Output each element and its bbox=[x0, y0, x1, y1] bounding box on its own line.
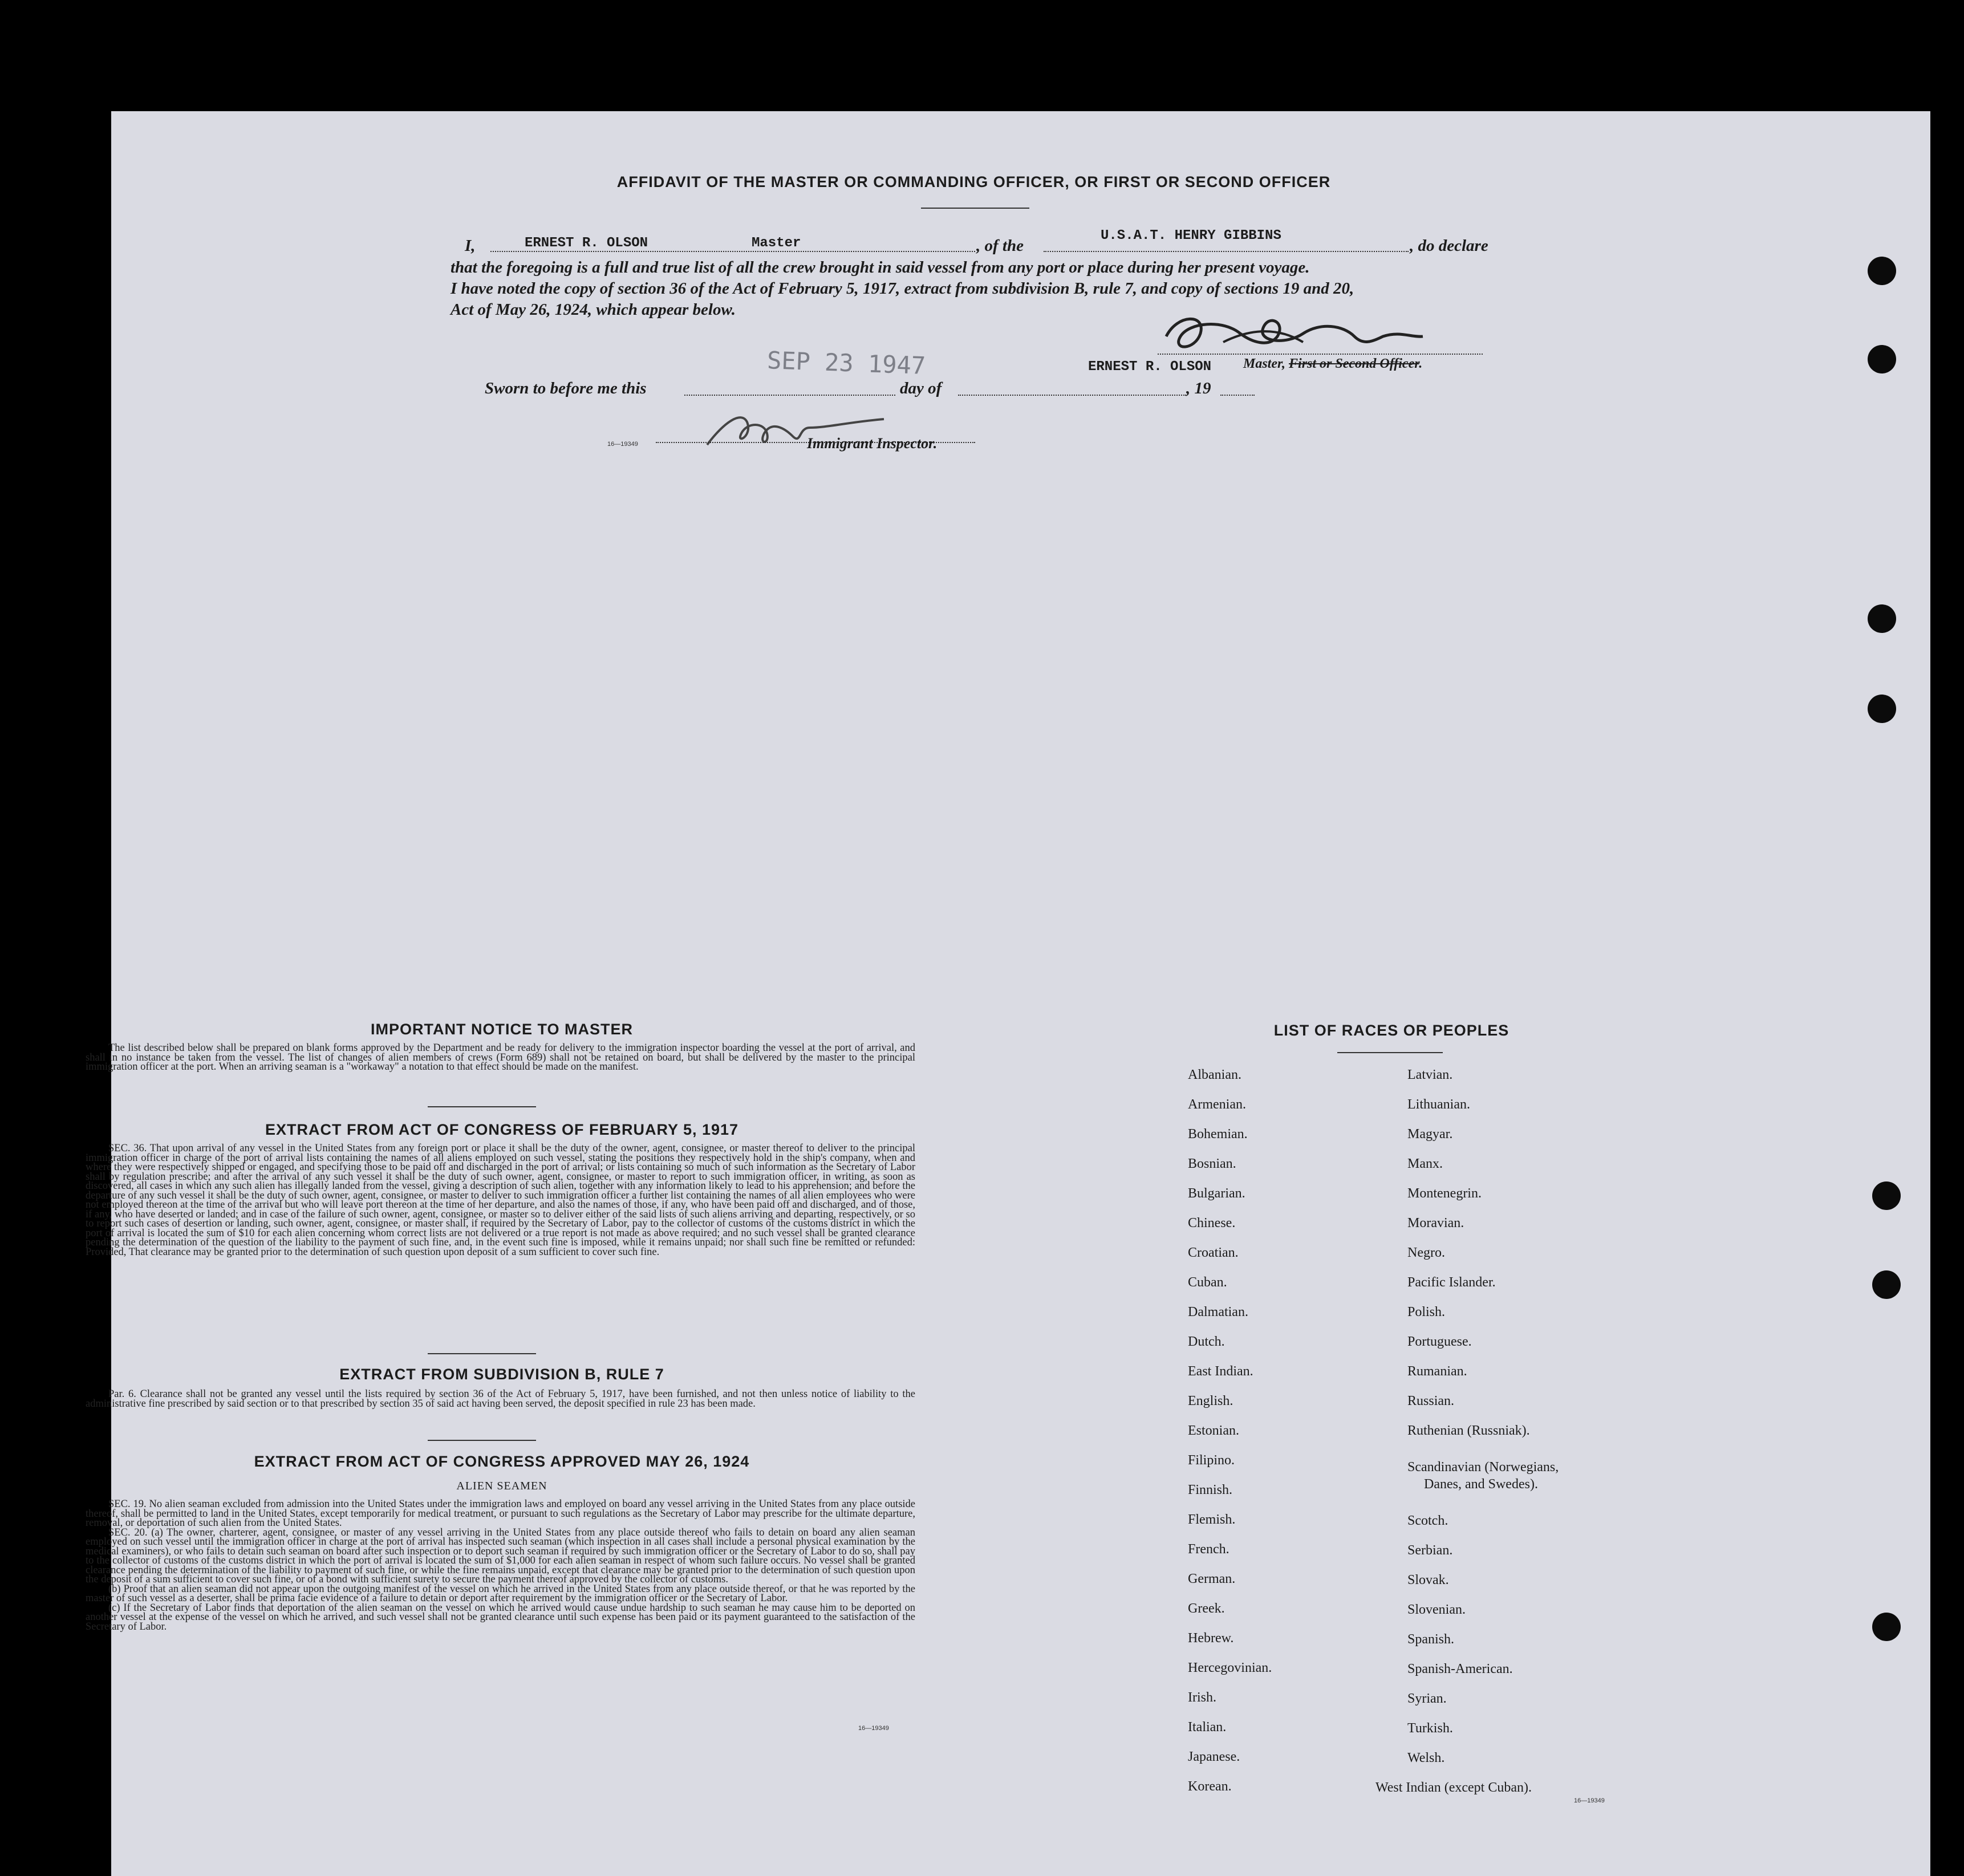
race-item: Croatian. bbox=[1188, 1245, 1239, 1260]
race-item: Chinese. bbox=[1188, 1216, 1236, 1231]
signer-title bbox=[1243, 356, 1422, 372]
vessel-line bbox=[1044, 251, 1409, 252]
day-of-label: day of bbox=[900, 379, 942, 397]
race-item: Latvian. bbox=[1407, 1067, 1453, 1082]
race-item: Welsh. bbox=[1407, 1751, 1445, 1765]
race-item: Dutch. bbox=[1188, 1334, 1225, 1349]
signer-typed: ERNEST R. OLSON bbox=[1088, 359, 1212, 375]
race-item: Polish. bbox=[1407, 1305, 1446, 1319]
year-label: , 19 bbox=[1186, 379, 1211, 397]
extract-1924-title: EXTRACT FROM ACT OF CONGRESS APPROVED MAY 26, 1924 bbox=[254, 1453, 750, 1470]
vessel-name: U.S.A.T. HENRY GIBBINS bbox=[1101, 228, 1281, 243]
sworn-day-line bbox=[684, 395, 895, 396]
extract-rule7-title: EXTRACT FROM SUBDIVISION B, RULE 7 bbox=[339, 1366, 664, 1383]
race-item: Estonian. bbox=[1188, 1423, 1239, 1438]
race-item: Moravian. bbox=[1407, 1216, 1464, 1231]
divider-3 bbox=[428, 1440, 536, 1441]
binder-hole bbox=[1872, 1270, 1901, 1299]
race-item: Pacific Islander. bbox=[1407, 1275, 1496, 1290]
race-item: Korean. bbox=[1188, 1779, 1232, 1794]
affidavit-line-2: that the foregoing is a full and true list of all the crew brought in said vessel from any port or place during her present voyage. bbox=[451, 258, 1310, 277]
race-item: Spanish. bbox=[1407, 1632, 1455, 1647]
signature-line bbox=[1158, 354, 1483, 355]
master-signature bbox=[1155, 302, 1440, 365]
binder-hole bbox=[1868, 604, 1896, 633]
races-title: LIST OF RACES OR PEOPLES bbox=[1273, 1022, 1509, 1039]
sec-20b-paragraph: (b) Proof that an alien seaman did not appear upon the outgoing manifest of the vessel on which he arrived in the United States from any place outside thereof, or that he was reported by the master of such vessel as a deserter, shall be prima facie evidence of a failure to detain or deport after requirement by the immigration officer or the Secretary of Labor. bbox=[86, 1583, 915, 1604]
binder-hole bbox=[1868, 257, 1896, 285]
race-item: Filipino. bbox=[1188, 1453, 1235, 1468]
declare-label: , do declare bbox=[1410, 237, 1488, 255]
title-rule bbox=[921, 208, 1029, 209]
race-item: German. bbox=[1188, 1572, 1236, 1586]
race-item: Manx. bbox=[1407, 1156, 1443, 1171]
race-item: Serbian. bbox=[1407, 1543, 1453, 1558]
notice-text bbox=[86, 1043, 915, 1072]
race-item: Lithuanian. bbox=[1407, 1097, 1470, 1112]
race-item: Finnish. bbox=[1188, 1483, 1233, 1497]
race-item: Armenian. bbox=[1188, 1097, 1246, 1112]
race-item: Italian. bbox=[1188, 1720, 1227, 1735]
race-item: Bohemian. bbox=[1188, 1127, 1248, 1142]
inspector-label: Immigrant Inspector. bbox=[807, 435, 938, 452]
race-item: French. bbox=[1188, 1542, 1229, 1557]
race-item: Albanian. bbox=[1188, 1067, 1241, 1082]
race-item: Flemish. bbox=[1188, 1512, 1236, 1527]
affidavit-i: I, bbox=[465, 237, 476, 255]
races-form-number: 16—19349 bbox=[1574, 1797, 1605, 1804]
race-item: Turkish. bbox=[1407, 1721, 1453, 1736]
race-item: Japanese. bbox=[1188, 1749, 1240, 1764]
year-line bbox=[1220, 395, 1255, 396]
race-item: Cuban. bbox=[1188, 1275, 1227, 1290]
date-stamp: SEP 23 1947 bbox=[766, 346, 926, 380]
race-item: East Indian. bbox=[1188, 1364, 1253, 1379]
extract-rule7-text bbox=[86, 1390, 915, 1408]
affidavit-form-number: 16—19349 bbox=[607, 441, 638, 448]
race-item: Negro. bbox=[1407, 1245, 1445, 1260]
name-line bbox=[490, 251, 975, 252]
race-item: Spanish-American. bbox=[1407, 1662, 1513, 1676]
par-6-paragraph: Par. 6. Clearance shall not be granted any vessel until the lists required by section 36 of the Act of February 5, 1917, have been furnished, and not then unless notice of liability to the administrative fine prescribed by said section or to that prescribed by section 35 of said act having been served, the deposit specified in rule 23 has been made. bbox=[86, 1388, 915, 1410]
sworn-label: Sworn to before me this bbox=[485, 379, 647, 397]
race-item: Montenegrin. bbox=[1407, 1186, 1482, 1201]
signer-title-end: . bbox=[1419, 356, 1423, 371]
races-rule bbox=[1337, 1052, 1443, 1053]
race-item: Magyar. bbox=[1407, 1127, 1453, 1142]
binder-hole bbox=[1872, 1181, 1901, 1210]
binder-hole bbox=[1868, 695, 1896, 723]
race-item: Scandinavian (Norwegians, bbox=[1407, 1460, 1559, 1475]
notice-paragraph: The list described below shall be prepared on blank forms approved by the Department and be ready for delivery to the immigration inspector boarding the vessel at the port of arrival, and shall in no instance be taken from the vessel. The list of changes of alien members of crews (Form 689) shall not be retained on board, but shall be delivered by the master to the principal immigration officer at the port. When an arriving seaman is a "workaway" a notation to that effect should be made on the manifest. bbox=[86, 1042, 915, 1073]
extract-1917-title: EXTRACT FROM ACT OF CONGRESS OF FEBRUARY 5, 1917 bbox=[265, 1121, 739, 1138]
race-item: Russian. bbox=[1407, 1394, 1455, 1408]
race-item: Ruthenian (Russniak). bbox=[1407, 1423, 1530, 1438]
extract-form-number: 16—19349 bbox=[858, 1725, 889, 1732]
divider-2 bbox=[428, 1353, 536, 1354]
race-item: Danes, and Swedes). bbox=[1424, 1477, 1538, 1492]
affidavit-title: AFFIDAVIT OF THE MASTER OR COMMANDING OFFICER, OR FIRST OR SECOND OFFICER bbox=[616, 173, 1331, 190]
binder-hole bbox=[1872, 1613, 1901, 1641]
sec-20a-paragraph: SEC. 20. (a) The owner, charterer, agent, consignee, or master of any vessel arriving in the United States from any place outside thereof who fails to detain on board any alien seaman employed on such vessel until the immigration officer in charge at the port of arrival has inspected such seaman (which inspection in all cases shall include a personal physical examination by the medical examiners), or who fails to detain such seaman on board after such inspection or to deport such seaman if required by such immigration officer or the Secretary of Labor to do so, shall pay to the collector of customs of the customs district in which the port of arrival is located the sum of $1,000 for each alien seaman in respect of whom such failure occurs. No vessel shall be granted clearance pending the determination of the liability to payment of such fine, or while the fine remains unpaid, except that clearance may be granted prior to the determination of such question upon the deposit of a sum sufficient to cover such fine, or of a bond with sufficient surety to secure the payment thereof approved by the collector of customs. bbox=[86, 1526, 915, 1585]
race-item: Dalmatian. bbox=[1188, 1305, 1248, 1319]
race-item: Greek. bbox=[1188, 1601, 1225, 1616]
of-the-label: , of the bbox=[976, 237, 1024, 255]
extract-1924-text bbox=[86, 1500, 915, 1631]
race-item: Hercegovinian. bbox=[1188, 1660, 1272, 1675]
race-item: Irish. bbox=[1188, 1690, 1216, 1705]
notice-title: IMPORTANT NOTICE TO MASTER bbox=[371, 1021, 633, 1038]
race-item: Bulgarian. bbox=[1188, 1186, 1245, 1201]
race-item: Portuguese. bbox=[1407, 1334, 1472, 1349]
officer-name: ERNEST R. OLSON bbox=[525, 235, 648, 251]
sec-36-paragraph: SEC. 36. That upon arrival of any vessel in the United States from any foreign port or place it shall be the duty of the owner, agent, consignee, or master thereof to deliver to the principal immigration officer in charge of the port of arrival lists containing the names of all aliens employed on such vessel, stating the positions they respectively hold in the ship's company, when and where they were respectively shipped or engaged, and specifying those to be paid off and discharged in the port of arrival; or lists containing so much of such information as the Secretary of Labor shall by regulation prescribe; and after the arrival of any such vessel it shall be the duty of such owner, agent, consignee, or master to report to such immigration officer, in writing, as soon as discovered, all cases in which any such alien has illegally landed from the vessel, giving a description of such alien, together with any information likely to lead to his apprehension; and before the departure of any such vessel it shall be the duty of such owner, agent, consignee, or master to deliver to such immigration officer a further list containing the names of all alien employees who were not employed thereon at the time of the arrival but who will leave port thereon at the time of her departure, and also the names of those, if any, who have been paid off and discharged, and of those, if any, who have deserted or landed; and in case of the failure of such owner, agent, consignee, or master so to deliver either of the said lists of such aliens arriving and departing, respectively, or so to report such cases of desertion or landing, such owner, agent, consignee, or master shall, if required by the Secretary of Labor, pay to the collector of customs of the customs district in which the port of arrival is located the sum of $10 for each alien concerning whom correct lists are not delivered or a true report is not made as above required; and no such vessel shall be granted clearance pending the determination of the question of the liability to the payment of such fine, and, in the event such fine is imposed, while it remains unpaid; nor shall such fine be remitted or refunded: Provided, That clearance may be granted prior to the determination of such question upon deposit of a sum sufficient to cover such fine. bbox=[86, 1143, 915, 1258]
divider-1 bbox=[428, 1106, 536, 1107]
race-item: Scotch. bbox=[1407, 1513, 1448, 1528]
race-item: Slovak. bbox=[1407, 1573, 1449, 1587]
race-item: Slovenian. bbox=[1407, 1602, 1466, 1617]
sec-20c-paragraph: (c) If the Secretary of Labor finds that deportation of the alien seaman on the vessel on which he arrived would cause undue hardship to such seaman he may cause him to be deported on another vessel at the expense of the vessel on which he arrived, and such vessel shall not be granted clearance until such expense has been paid or its payment guaranteed to the satisfaction of the Secretary of Labor. bbox=[86, 1602, 915, 1633]
alien-seamen-subtitle: ALIEN SEAMEN bbox=[456, 1480, 547, 1492]
officer-rank: Master bbox=[752, 235, 801, 251]
signer-title-struck: First or Second Officer bbox=[1289, 356, 1419, 371]
extract-1917-text bbox=[86, 1144, 915, 1257]
sworn-month-line bbox=[958, 395, 1186, 396]
race-item: Hebrew. bbox=[1188, 1631, 1234, 1646]
sec-19-paragraph: SEC. 19. No alien seaman excluded from admission into the United States under the immigration laws and employed on board any vessel arriving in the United States from any place outside thereof, shall be permitted to land in the United States, except temporarily for medical treatment, or pursuant to such regulations as the Secretary of Labor may prescribe for the ultimate departure, removal, or deportation of such alien from the United States. bbox=[86, 1499, 915, 1529]
affidavit-line-3: I have noted the copy of section 36 of the Act of February 5, 1917, extract from subdivision B, rule 7, and copy of sections 19 and 20, bbox=[451, 279, 1354, 298]
race-item: Syrian. bbox=[1407, 1691, 1447, 1706]
race-item: Rumanian. bbox=[1407, 1364, 1467, 1379]
affidavit-line-4: Act of May 26, 1924, which appear below. bbox=[451, 301, 736, 319]
race-item: Bosnian. bbox=[1188, 1156, 1236, 1171]
race-item: West Indian (except Cuban). bbox=[1375, 1780, 1532, 1795]
signer-title-master: Master, bbox=[1243, 356, 1289, 371]
race-item: English. bbox=[1188, 1394, 1233, 1408]
binder-hole bbox=[1868, 345, 1896, 373]
